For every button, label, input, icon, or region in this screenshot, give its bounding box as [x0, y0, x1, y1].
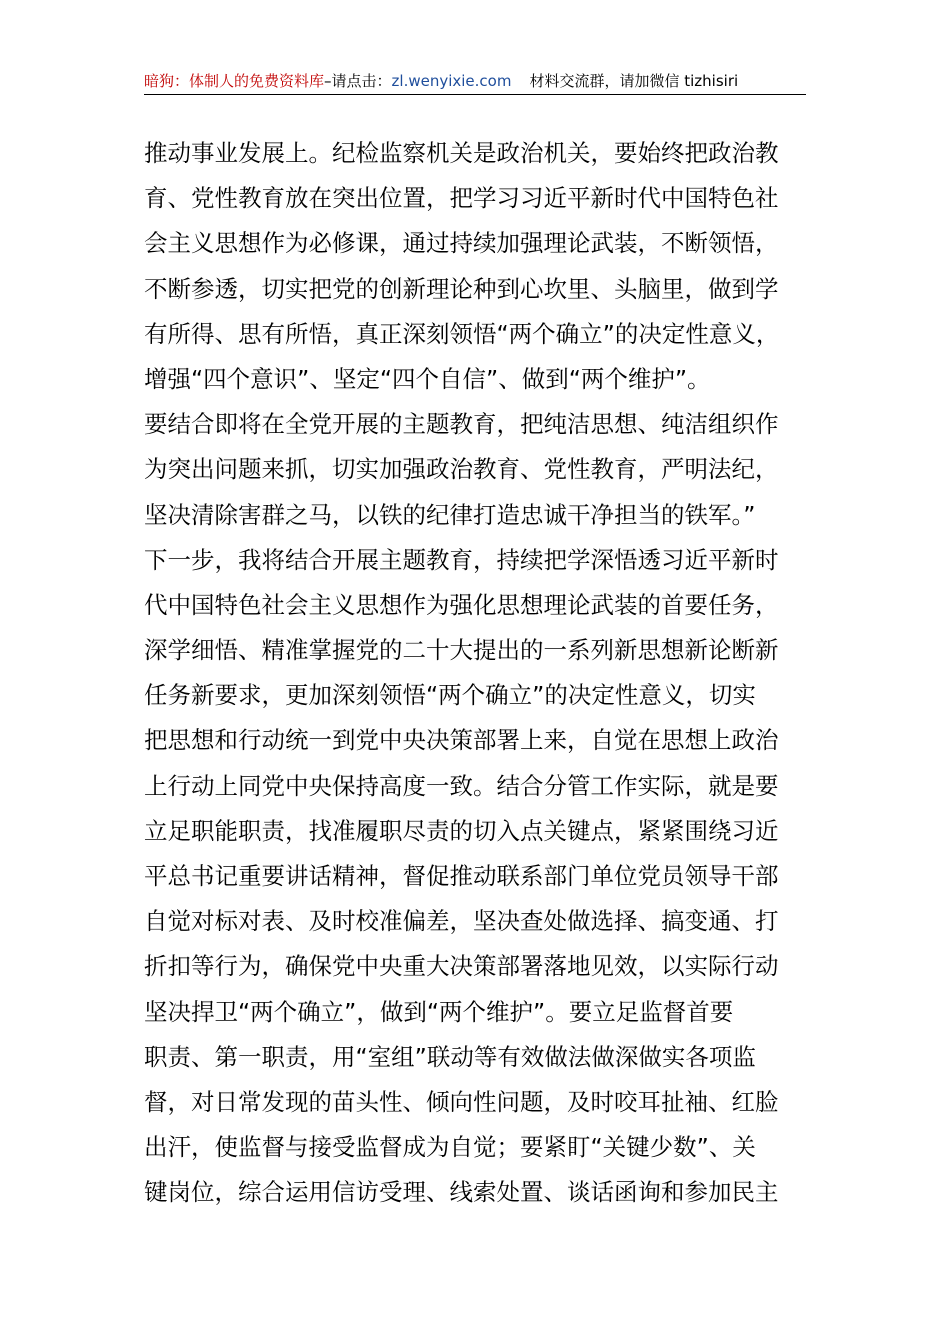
header-link[interactable]: zl.wenyixie.com [391, 72, 512, 90]
text-line: 下一步，我将结合开展主题教育，持续把学深悟透习近平新时 [144, 545, 779, 574]
text-line: 自觉对标对表、及时校准偏差，坚决查处做选择、搞变通、打 [144, 907, 779, 936]
text-line: 上行动上同党中央保持高度一致。结合分管工作实际，就是要 [144, 771, 779, 800]
text-line: 要结合即将在全党开展的主题教育，把纯洁思想、纯洁组织作 [144, 410, 779, 439]
text-line: 把思想和行动统一到党中央决策部署上来，自觉在思想上政治 [144, 726, 779, 755]
text-line: 增强“四个意识”、坚定“四个自信”、做到“两个维护”。 [144, 364, 711, 393]
text-line: 职责、第一职责，用“室组”联动等有效做法做深做实各项监 [144, 1042, 756, 1071]
text-line: 会主义思想作为必修课，通过持续加强理论武装，不断领悟， [144, 229, 779, 258]
text-line: 代中国特色社会主义思想作为强化思想理论武装的首要任务， [144, 590, 779, 619]
text-line: 任务新要求，更加深刻领悟“两个确立”的决定性意义，切实 [144, 681, 756, 710]
header-contact: 材料交流群，请加微信 tizhisiri [529, 72, 739, 90]
header-brand: 暗狗：体制人的免费资料库 [144, 72, 325, 90]
page-header [144, 70, 806, 95]
text-line: 平总书记重要讲话精神，督促推动联系部门单位党员领导干部 [144, 862, 779, 890]
text-line: 有所得、思有所悟，真正深刻领悟“两个确立”的决定性意义， [144, 319, 780, 348]
text-line: 为突出问题来抓，切实加强政治教育、党性教育，严明法纪， [144, 455, 779, 484]
text-line: 出汗，使监督与接受监督成为自觉；要紧盯“关键少数”、关 [144, 1133, 756, 1162]
text-line: 键岗位，综合运用信访受理、线索处置、谈话函询和参加民主 [144, 1178, 779, 1207]
text-line: 深学细悟、精准掌握党的二十大提出的一系列新思想新论断新 [144, 636, 779, 665]
text-line: 不断参透，切实把党的创新理论种到心坎里、头脑里，做到学 [144, 274, 779, 303]
text-line: 坚决清除害群之马，以铁的纪律打造忠诚干净担当的铁军。” [144, 500, 756, 529]
header-link-prefix: –请点击： [324, 72, 392, 90]
text-line: 折扣等行为，确保党中央重大决策部署落地见效，以实际行动 [144, 952, 779, 981]
body-text [144, 131, 824, 1216]
text-line: 育、党性教育放在突出位置，把学习习近平新时代中国特色社 [144, 184, 779, 213]
text-line: 督，对日常发现的苗头性、倾向性问题，及时咬耳扯袖、红脸 [144, 1087, 779, 1116]
text-line: 立足职能职责，找准履职尽责的切入点关键点，紧紧围绕习近 [144, 816, 779, 845]
text-line: 推动事业发展上。纪检监察机关是政治机关，要始终把政治教 [144, 139, 779, 167]
text-line: 坚决捍卫“两个确立”，做到“两个维护”。要立足监督首要 [144, 997, 734, 1026]
